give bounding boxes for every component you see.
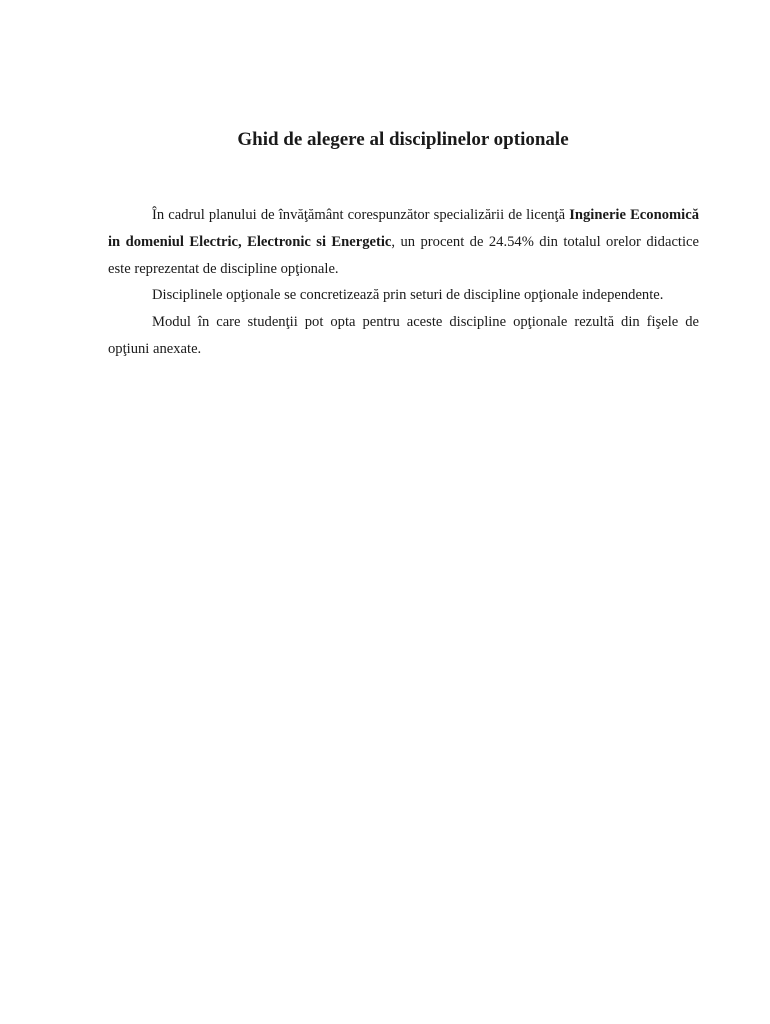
- document-body: [108, 202, 699, 363]
- paragraph-1-text-start: În cadrul planului de învăţământ corespunzător specializării de licenţă: [152, 207, 570, 223]
- paragraph-2: Disciplinele opţionale se concretizează prin seturi de discipline opţionale independente.: [152, 287, 664, 304]
- paragraph-3: Modul în care studenţii pot opta pentru aceste discipline opţionale rezultă din fişele de opţiuni anexate.: [108, 314, 699, 357]
- specialization-name: Inginerie Economică in domeniul Electric, Electronic si Energetic: [108, 207, 699, 250]
- paragraph-1: [108, 202, 699, 282]
- paragraph-1-text-end: , un procent de 24.54% din totalul orelor didactice este reprezentat de discipline opţionale.: [108, 233, 699, 277]
- document-title: Ghid de alegere al disciplinelor optionale: [237, 129, 569, 150]
